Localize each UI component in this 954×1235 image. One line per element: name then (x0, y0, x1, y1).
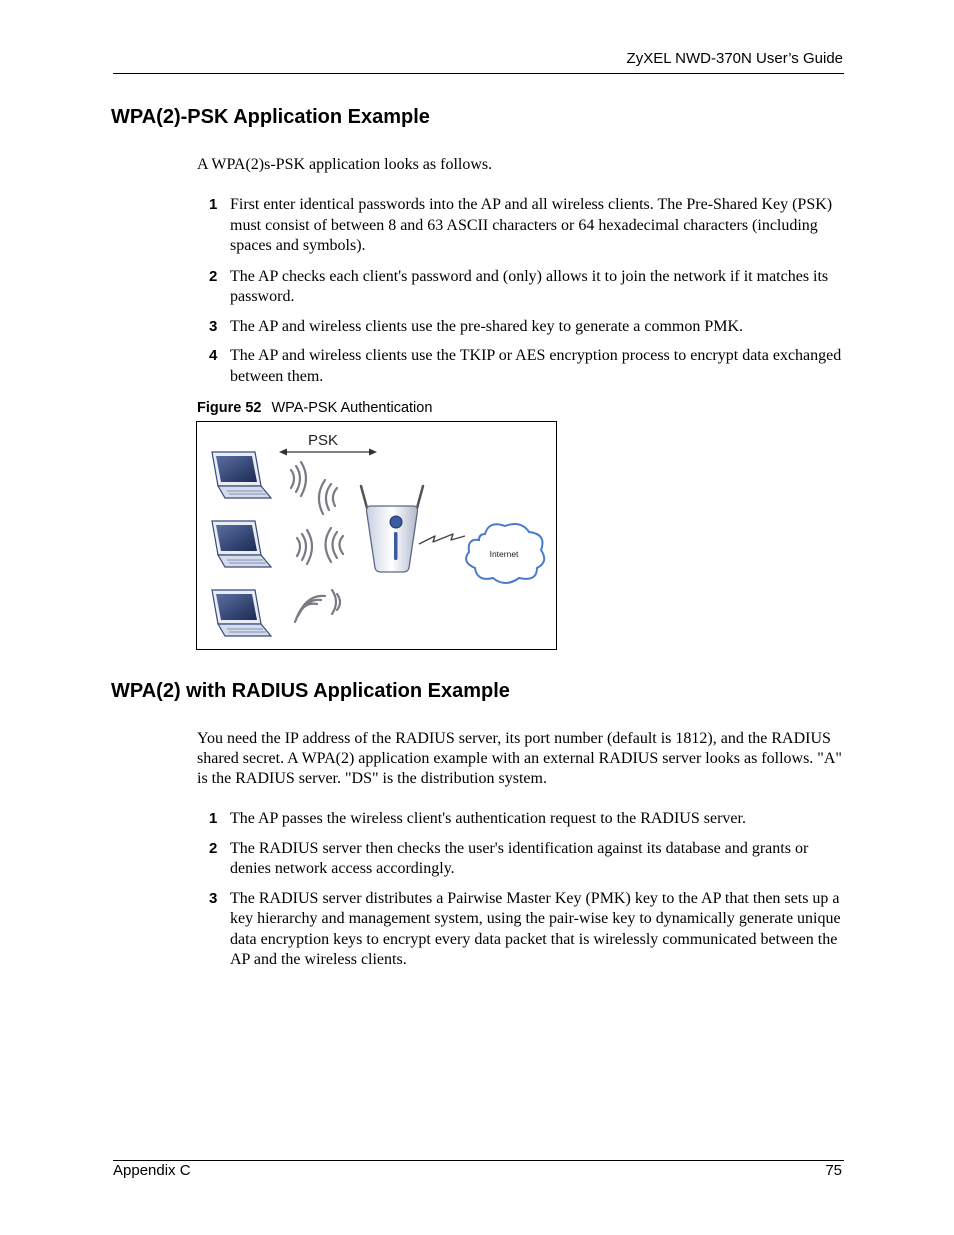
figure-caption (197, 400, 432, 416)
psk-steps (209, 195, 844, 387)
step-text: The AP and wireless clients use the TKIP or AES encryption process to encrypt data exchanged between them. (230, 347, 842, 385)
wireless-signal-icon (319, 480, 337, 514)
step-number: 2 (209, 839, 218, 857)
step-number: 2 (209, 267, 218, 285)
page-number: 75 (825, 1162, 842, 1179)
wireless-signal-icon (295, 596, 325, 622)
step-number: 1 (209, 810, 218, 827)
header-rule (113, 73, 844, 74)
psk-intro: A WPA(2)s-PSK application looks as follows. (197, 156, 493, 173)
step-number: 3 (209, 317, 218, 335)
list-item (209, 346, 844, 387)
running-header: ZyXEL NWD-370N User’s Guide (626, 50, 843, 67)
list-item (209, 317, 844, 338)
psk-double-arrow (279, 449, 377, 456)
figure-title: WPA-PSK Authentication (271, 400, 433, 416)
wireless-signal-icon (332, 590, 340, 614)
network-link (419, 534, 465, 544)
internet-cloud-icon (466, 524, 544, 583)
list-item (209, 889, 844, 971)
step-text: The RADIUS server distributes a Pairwise Master Key (PMK) key to the AP that then sets up a key hierarchy and management system, using the pair-wise key to dynamically generate unique data encryption keys to encrypt every data packet that is wirelessly communicated between the AP and the wireless clients. (230, 889, 841, 968)
figure-number: Figure 52 (197, 400, 262, 416)
wpa-psk-figure (196, 421, 557, 650)
step-text: The AP checks each client's password and (only) allows it to join the network if it matches its password. (230, 267, 829, 305)
psk-section-heading: WPA(2)-PSK Application Example (111, 106, 430, 128)
step-number: 1 (209, 196, 218, 213)
step-text: First enter identical passwords into the AP and all wireless clients. The Pre-Shared Key (PSK) must consist of between 8 and 63 ASCII characters or 64 hexadecimal characters (including spaces and symbols). (230, 196, 833, 254)
list-item (209, 267, 844, 308)
wireless-signal-icon (297, 530, 312, 564)
step-text: The AP passes the wireless client's authentication request to the RADIUS server. (230, 810, 746, 827)
radius-intro: You need the IP address of the RADIUS server, its port number (default is 1812), and the RADIUS shared secret. A WPA(2) application example with an external RADIUS server looks as follows. "A" is the RADIUS server. "DS" is the distribution system. (197, 730, 842, 787)
step-text: The RADIUS server then checks the user's identification against its database and grants or denies network access accordingly. (230, 839, 809, 877)
radius-section-heading: WPA(2) with RADIUS Application Example (111, 680, 510, 702)
step-number: 3 (209, 889, 218, 907)
footer-rule (113, 1160, 844, 1161)
list-item (209, 195, 844, 257)
step-number: 4 (209, 347, 218, 364)
psk-label: PSK (308, 432, 339, 449)
step-text: The AP and wireless clients use the pre-shared key to generate a common PMK. (230, 317, 744, 335)
radius-steps (209, 809, 844, 971)
wireless-signal-icon (326, 528, 344, 562)
footer-section-label: Appendix C (113, 1162, 191, 1179)
list-item (209, 809, 844, 830)
laptop-icon (212, 452, 271, 498)
wireless-signal-icon (291, 462, 306, 496)
list-item (209, 839, 844, 880)
wpa-psk-diagram (197, 422, 556, 649)
access-point-icon (361, 486, 423, 572)
internet-label: Internet (489, 549, 519, 559)
laptop-icon (212, 590, 271, 636)
laptop-icon (212, 521, 271, 567)
